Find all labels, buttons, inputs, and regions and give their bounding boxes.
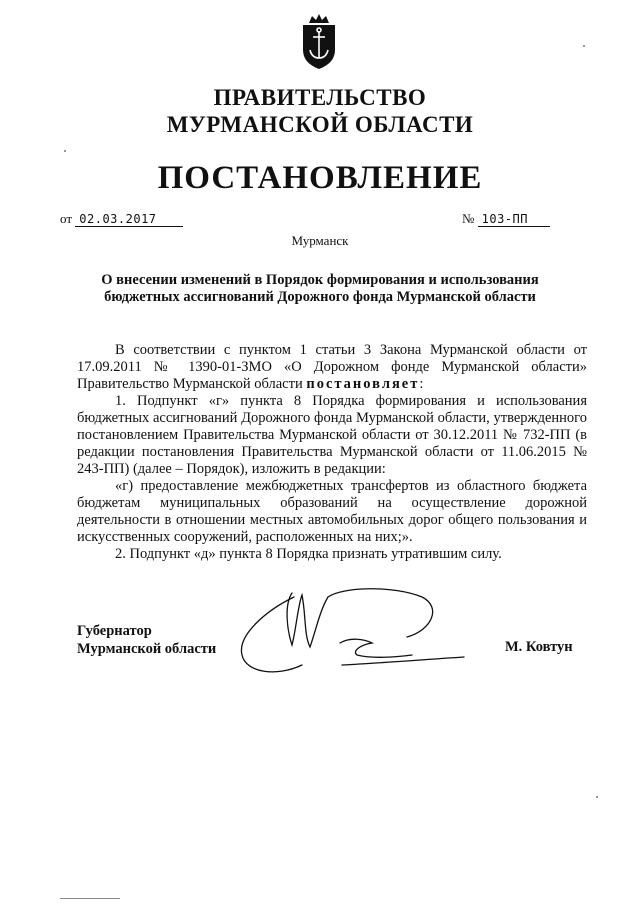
preamble-text: В соответствии с пунктом 1 статьи 3 Закона Мурманской области от 17.09.2011 № 1390-01-ЗМО «О Дорожном фонде Мурманской области» Правительство Мурманской области [77,342,587,392]
title-line2: бюджетных ассигнований Дорожного фонда Мурманской области [104,289,536,305]
paragraph-item-1: 1. Подпункт «г» пункта 8 Порядка формирования и использования бюджетных ассигнований Дорожного фонда Мурманской области, утвержденного постановлением Правительства Мурманской области от 30.12.2011 № 732-ПП (в редакции постановления Правительства Мурманской области от 11.06.2015 № 243-ПП) (далее – Порядок), изложить в редакции: [77,393,587,477]
signer-name: М. Ковтун [505,639,573,655]
date-value: 02.03.2017 [75,212,183,227]
number-prefix: № [462,211,475,226]
paragraph-new-wording: «г) предоставление межбюджетных трансфертов из областного бюджета бюджетам муниципальных образований на осуществление дорожной деятельности в отношении местных автомобильных дорог общего пользования и искусственных сооружений, расположенных на них;». [77,478,587,545]
number-row [462,211,550,227]
signer-position [77,622,216,658]
number-value: 103-ПП [478,212,550,227]
signer-position-line2: Мурманской области [77,641,217,657]
coat-of-arms-icon [297,12,341,70]
scan-speck [596,796,598,798]
paragraph-preamble [77,342,587,393]
scan-edge-line [60,898,120,899]
government-name-line1: ПРАВИТЕЛЬСТВО [213,85,427,110]
paragraph-item-2: 2. Подпункт «д» пункта 8 Порядка признать утратившим силу. [115,546,502,562]
government-name-line2: МУРМАНСКОЙ ОБЛАСТИ [166,112,474,137]
signer-position-line1: Губернатор [77,623,152,639]
document-type-heading: ПОСТАНОВЛЕНИЕ [157,160,483,196]
date-prefix: от [60,211,73,226]
date-row [60,211,183,227]
city-name: Мурманск [291,233,349,248]
scan-speck [583,45,585,47]
decree-word: постановляет [306,376,420,392]
document-body [77,342,587,563]
document-title [95,272,545,306]
title-line1: О внесении изменений в Порядок формирования и использования [101,272,539,288]
scan-speck [64,150,66,152]
preamble-colon: : [419,376,424,392]
handwritten-signature-icon [232,585,472,685]
